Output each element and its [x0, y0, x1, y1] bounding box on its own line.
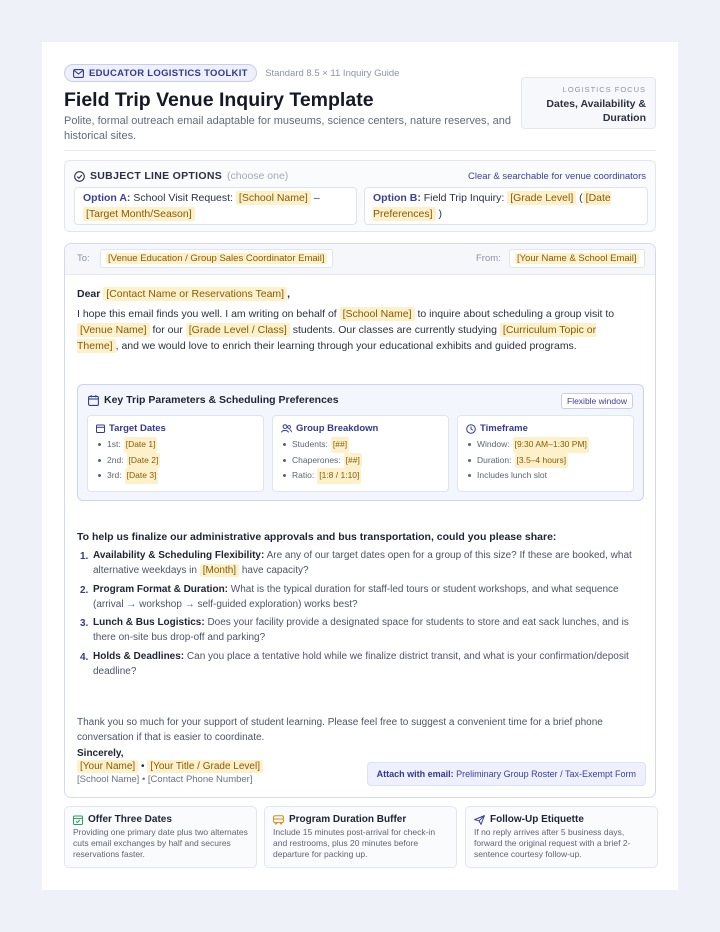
placeholder-date-2: [Date 2] — [127, 453, 161, 469]
question-text: Are any of our target dates open for a group of this size? If these are booked, what alternative weekdays in — [93, 550, 632, 576]
guide-subtitle: Standard 8.5 × 11 Inquiry Guide — [265, 67, 400, 79]
question-text: Can you place a tentative hold while we finalize district transit, and what is your confirmation/deposit deadline? — [93, 650, 629, 677]
tip-text: If no reply arrives after 5 business days, forward the original request with a brief 2-sentence courtesy follow-up. — [474, 827, 631, 859]
list-item — [466, 468, 625, 484]
option-b-paren-open: ( — [579, 192, 583, 204]
placeholder-duration: [3.5–4 hours] — [515, 453, 569, 469]
toolkit-badge — [64, 64, 257, 82]
separator-dot: • — [141, 774, 146, 785]
question-heading: Availability & Scheduling Flexibility: — [93, 550, 265, 561]
option-a-label: Option A: — [83, 192, 131, 204]
duration-label: Duration: — [477, 454, 512, 465]
page — [42, 42, 678, 890]
tip-title: Follow-Up Etiquette — [490, 814, 584, 825]
option-b-text: Field Trip Inquiry: — [423, 192, 505, 204]
option-a-separator: – — [313, 192, 320, 204]
date-1-label: 1st: — [107, 439, 121, 449]
send-icon — [474, 815, 485, 825]
placeholder-ratio: [1:8 / 1:10] — [317, 468, 361, 484]
placeholder-date-preferences: [Date Preferences] — [373, 192, 611, 220]
question-item — [77, 615, 647, 645]
list-item — [281, 453, 440, 469]
intro-text-5: , and we would love to enrich their learning through your educational exhibits and guided programs. — [115, 340, 577, 352]
target-dates-heading — [96, 423, 255, 434]
header-divider — [64, 150, 656, 151]
intro-text-3: for our — [152, 324, 183, 336]
tip-heading — [73, 814, 248, 825]
tip-card-follow-up — [465, 806, 658, 868]
placeholder-your-name: [Your Name] — [77, 760, 138, 773]
tip-heading — [474, 814, 649, 825]
users-icon — [281, 424, 292, 433]
students-label: Students: — [292, 439, 328, 449]
placeholder-time-window: [9:30 AM–1:30 PM] — [513, 437, 589, 453]
placeholder-month: [Month] — [200, 564, 239, 577]
question-heading: Holds & Deadlines: — [93, 650, 185, 662]
list-item — [96, 468, 255, 484]
group-breakdown-card — [272, 415, 449, 492]
questions-list — [77, 548, 647, 682]
question-number: 4. — [80, 651, 89, 663]
group-breakdown-heading — [281, 423, 440, 434]
tip-title: Program Duration Buffer — [289, 814, 407, 825]
calendar-small-icon — [96, 424, 105, 433]
placeholder-curriculum-topic: [Curriculum Topic or Theme] — [77, 324, 597, 352]
dear-text: Dear — [77, 288, 101, 300]
placeholder-venue-name: [Venue Name] — [77, 323, 150, 337]
subject-heading — [74, 170, 288, 182]
flexible-window-pill: Flexible window — [561, 393, 633, 409]
group-breakdown-list — [281, 437, 440, 484]
placeholder-your-title: [Your Title / Grade Level] — [147, 760, 263, 773]
bus-icon — [273, 815, 284, 825]
question-number: 3. — [80, 618, 89, 629]
trip-parameters — [77, 384, 644, 501]
intro-text-4: students. Our classes are currently studying — [292, 324, 497, 336]
attachment-note — [367, 762, 646, 786]
placeholder-school-name: [School Name] — [236, 191, 311, 205]
placeholder-grade-class: [Grade Level / Class] — [186, 323, 290, 337]
closing-paragraph: Thank you so much for your support of student learning. Please feel free to suggest a convenient time for a brief phone conversation if that is easier to coordinate. — [77, 717, 603, 743]
question-item — [77, 548, 647, 578]
target-dates-title: Target Dates — [109, 423, 166, 434]
email-template — [64, 243, 656, 798]
salutation-comma: , — [287, 288, 291, 300]
question-number: 2. — [80, 584, 89, 596]
calendar-icon — [88, 395, 99, 406]
placeholder-date-3: [Date 3] — [125, 468, 159, 484]
placeholder-target-month: [Target Month/Season] — [83, 207, 195, 221]
subject-note: Clear & searchable for venue coordinators — [468, 171, 646, 182]
page-title: Field Trip Venue Inquiry Template — [64, 89, 374, 111]
tip-heading — [273, 814, 448, 825]
question-heading: Lunch & Bus Logistics: — [93, 617, 205, 628]
email-header-bar — [65, 244, 655, 275]
ratio-label: Ratio: — [292, 470, 315, 480]
question-text: What is the typical duration for staff-led tours or student workshops, and what sequence (arrival → workshop → self-guided exploration) works best? — [93, 583, 619, 610]
to-field[interactable] — [100, 249, 333, 268]
option-b-paren-close: ) — [438, 207, 442, 220]
question-item — [77, 582, 647, 612]
subject-options — [64, 160, 656, 232]
list-item — [466, 453, 625, 469]
sign-off: Sincerely, — [77, 748, 124, 759]
attachment-label: Attach with email: — [376, 769, 454, 779]
parameters-heading — [88, 394, 339, 406]
calendar-check-icon — [73, 815, 83, 825]
option-a-text: School Visit Request: — [133, 192, 233, 204]
window-label: Window: — [477, 439, 510, 449]
subject-heading-note: (choose one) — [227, 170, 289, 182]
placeholder-school-name-body: [School Name] — [340, 307, 415, 321]
questions-intro: To help us finalize our administrative approvals and bus transportation, could you please share: — [77, 531, 557, 543]
target-dates-card — [87, 415, 264, 492]
intro-paragraph — [77, 306, 637, 354]
to-value: [Venue Education / Group Sales Coordinator Email] — [108, 253, 325, 264]
attachment-value: Preliminary Group Roster / Tax-Exempt Form — [456, 769, 636, 779]
signature-phone: [Contact Phone Number] — [147, 774, 253, 785]
from-field[interactable] — [509, 249, 645, 268]
signature-line-1 — [77, 760, 263, 774]
chaperones-label: Chaperones: — [292, 454, 341, 465]
lunch-slot-note: Includes lunch slot — [477, 470, 547, 480]
timeframe-heading — [466, 423, 625, 434]
tip-card-duration-buffer — [264, 806, 457, 868]
placeholder-students-count: [##] — [331, 437, 349, 453]
question-number: 1. — [80, 551, 89, 562]
list-item — [96, 453, 255, 469]
group-breakdown-title: Group Breakdown — [296, 423, 379, 434]
list-item — [96, 437, 255, 453]
question-text-end: have capacity? — [241, 565, 309, 576]
tip-text: Include 15 minutes post-arrival for check-in and restrooms, plus 20 minutes before departure for packing up. — [273, 827, 436, 859]
signature-line-2 — [77, 773, 252, 787]
to-label: To: — [77, 253, 90, 264]
from-label: From: — [476, 253, 501, 264]
timeframe-list — [466, 437, 625, 484]
placeholder-date-1: [Date 1] — [124, 437, 158, 453]
toolkit-badge-label: EDUCATOR LOGISTICS TOOLKIT — [89, 67, 248, 79]
list-item — [281, 437, 440, 453]
question-heading: Program Format & Duration: — [93, 583, 229, 595]
placeholder-contact-name: [Contact Name or Reservations Team] — [103, 287, 287, 301]
list-item — [466, 437, 625, 453]
clock-icon — [466, 424, 476, 434]
from-value: [Your Name & School Email] — [517, 253, 637, 264]
list-item — [281, 468, 440, 484]
tip-text: Providing one primary date plus two alternates cuts email exchanges by half and secures reservations faster. — [73, 827, 248, 859]
question-item — [77, 649, 647, 679]
separator-dot: • — [141, 761, 145, 772]
logistics-focus-card — [521, 77, 656, 129]
date-3-label: 3rd: — [107, 470, 122, 480]
intro-text-1: I hope this email finds you well. I am writing on behalf of — [77, 308, 337, 320]
timeframe-title: Timeframe — [480, 423, 528, 434]
focus-label: LOGISTICS FOCUS — [562, 85, 646, 94]
salutation — [77, 286, 637, 302]
question-text: Does your facility provide a designated space for students to store and eat sack lunches, and is there on-site bus drop-off and parking? — [93, 617, 629, 643]
placeholder-chaperones-count: [##] — [344, 453, 362, 469]
tip-title: Offer Three Dates — [88, 814, 172, 825]
timeframe-card — [457, 415, 634, 492]
subject-heading-label: SUBJECT LINE OPTIONS — [90, 170, 223, 182]
header — [64, 64, 656, 142]
placeholder-grade-level: [Grade Level] — [507, 191, 576, 205]
subject-option-a[interactable] — [74, 187, 357, 225]
signature-school-name: [School Name] — [77, 774, 140, 785]
target-dates-list — [96, 437, 255, 484]
date-2-label: 2nd: — [107, 454, 124, 465]
mail-icon — [73, 69, 84, 78]
subject-option-b[interactable] — [364, 187, 648, 225]
focus-value: Dates, Availability & Duration — [546, 98, 646, 124]
parameters-title: Key Trip Parameters & Scheduling Preferences — [104, 394, 339, 406]
intro-text-2: to inquire about scheduling a group visit to — [417, 308, 615, 320]
check-circle-icon — [74, 171, 85, 182]
option-b-label: Option B: — [373, 192, 421, 204]
tip-card-offer-dates — [64, 806, 257, 868]
page-subtitle: Polite, formal outreach email adaptable for museums, science centers, nature reserves, and historical sites. — [64, 115, 511, 142]
